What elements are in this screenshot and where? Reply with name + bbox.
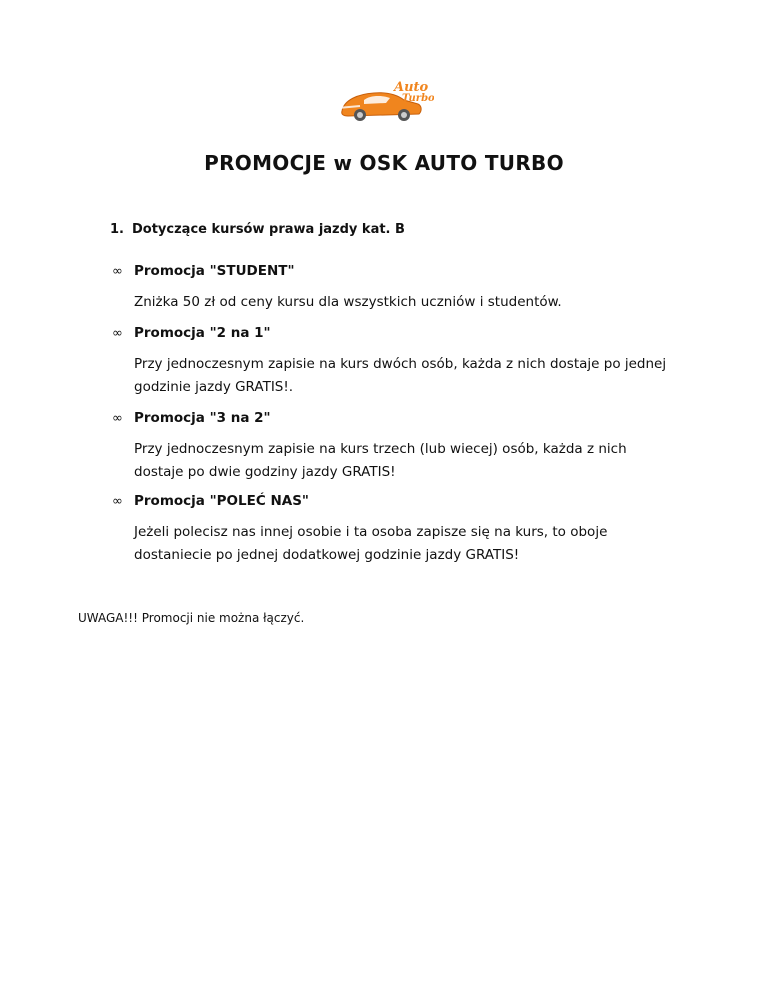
page-title: PROMOCJE w OSK AUTO TURBO	[204, 151, 564, 175]
promo-description: Zniżka 50 zł od ceny kursu dla wszystkich uczniów i studentów.	[134, 294, 562, 310]
infinity-bullet-icon: ∞	[112, 326, 123, 341]
promo-title: Promocja "POLEĆ NAS"	[134, 493, 309, 509]
infinity-bullet-icon: ∞	[112, 494, 123, 509]
logo-word-auto: Auto	[394, 80, 429, 95]
logo-word-turbo: Turbo	[402, 93, 434, 104]
promo-title: Promocja "STUDENT"	[134, 263, 295, 279]
promo-title: Promocja "3 na 2"	[134, 410, 271, 426]
promo-3-na-2	[112, 408, 672, 484]
promo-title: Promocja "2 na 1"	[134, 325, 271, 341]
promo-description: Przy jednoczesnym zapisie na kurs trzech (lub wiecej) osób, każda z nich dostaje po dwie godziny jazdy GRATIS!	[134, 441, 627, 480]
infinity-bullet-icon: ∞	[112, 264, 123, 279]
promo-polec-nas	[112, 491, 672, 567]
promo-2-na-1	[112, 323, 672, 399]
warning-note: UWAGA!!! Promocji nie można łączyć.	[78, 611, 305, 625]
section-heading	[110, 222, 405, 237]
promo-student	[112, 261, 672, 314]
auto-turbo-logo	[334, 78, 434, 128]
section-label: Dotyczące kursów prawa jazdy kat. B	[132, 222, 405, 237]
infinity-bullet-icon: ∞	[112, 411, 123, 426]
section-number: 1.	[110, 222, 124, 237]
promo-description: Jeżeli polecisz nas innej osobie i ta osoba zapisze się na kurs, to oboje dostaniecie po jednej dodatkowej godzinie jazdy GRATIS!	[134, 524, 608, 563]
promo-description: Przy jednoczesnym zapisie na kurs dwóch osób, każda z nich dostaje po jednej godzinie jazdy GRATIS!.	[134, 356, 667, 395]
